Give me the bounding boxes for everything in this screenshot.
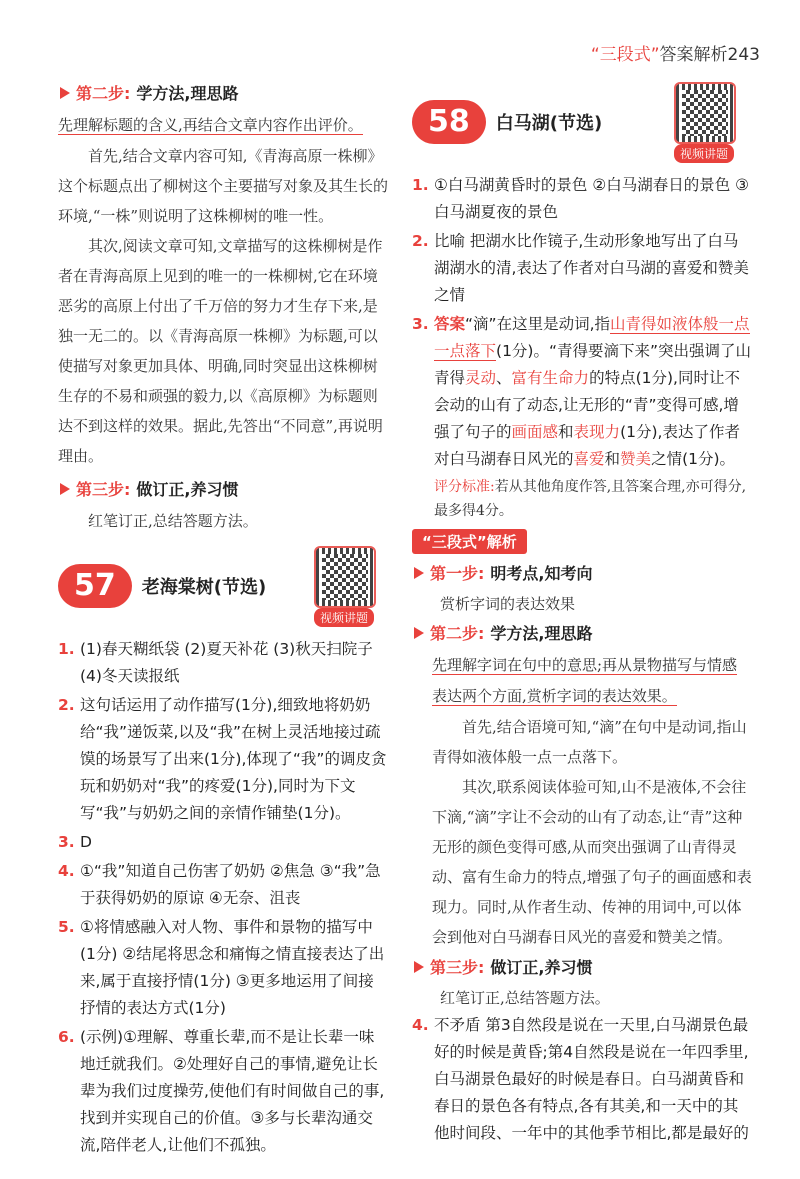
answer-item: 2. 比喻 把湖水比作镜子,生动形象地写出了白马湖湖水的清,表达了作者对白马湖的喜爱和赞美之情 [412, 232, 749, 304]
answer-item: 6. (示例)①理解、尊重长辈,而不是让长辈一味地迁就我们。②处理好自己的事情,避免让长辈为我们过度操劳,使他们有时间做自己的事,找到并实现自己的价值。③多与长辈沟通交流,陪伴老人,让他们不孤独。 [58, 1028, 385, 1154]
section-title: 白马湖(节选) [495, 113, 603, 134]
qr-code-icon[interactable] [674, 82, 736, 144]
scoring-note: 评分标准:若从其他角度作答,且答案合理,亦可得分,最多得4分。 [434, 479, 747, 519]
arrow-icon [60, 483, 70, 495]
answer-item: 5. ①将情感融入对人物、事件和景物的描写中(1分) ②结尾将思念和痛悔之情直接表达了出来,属于直接抒情(1分) ③更多地运用了间接抒情的表达方式(1分) [58, 918, 385, 1017]
answer-item: 4. 不矛盾 第3自然段是说在一天里,白马湖景色最好的时候是黄昏;第4自然段是说在一年四季里,白马湖景色最好的时候是春日。白马湖黄昏和春日的景色各有特点,各有其美,和一天中的其他时间段、一年中的其他季节相比,都是最好的 [412, 1016, 749, 1142]
answer-item: 4. ①“我”知道自己伤害了奶奶 ②焦急 ③“我”急于获得奶奶的原谅 ④无奈、沮丧 [58, 862, 381, 907]
arrow-icon [414, 627, 424, 639]
page-header [591, 40, 760, 65]
answer-item: 3. 答案“滴”在这里是动词,指山青得如液体般一点一点落下(1分)。“青得要滴下来”突出强调了山青得灵动、富有生命力的特点(1分),同时让不会动的山有了动态,让无形的“青”变得可感,增强了句子的画面感和表现力(1分),表达了作者对白马湖春日风光的喜爱和赞美之情(1分)。 [412, 315, 752, 468]
analysis-paragraph: 首先,结合语境可知,“滴”在句中是动词,指山青得如液体般一点一点落下。 [432, 718, 747, 766]
arrow-icon [60, 87, 70, 99]
answer-item: 2. 这句话运用了动作描写(1分),细致地将奶奶给“我”递饭菜,以及“我”在树上灵活地接过疏馍的场景写了出来(1分),体现了“我”的调皮贪玩和奶奶对“我”的疼爱(1分),同时为下文写“我”与奶奶之间的亲情作铺垫(1分)。 [58, 696, 387, 822]
answer-item: 1. ①白马湖黄昏时的景色 ②白马湖春日的景色 ③白马湖夏夜的景色 [412, 176, 750, 221]
section-57-header [58, 546, 388, 626]
video-lecture-label: 视频讲题 [674, 144, 734, 163]
section-number: 57 [58, 564, 132, 608]
section-title: 老海棠树(节选) [141, 577, 267, 598]
step2-heading: 第二步: 学方法,理思路 [58, 81, 388, 104]
step3-text: 红笔订正,总结答题方法。 [88, 512, 258, 530]
header-page: 答案解析243 [659, 45, 760, 65]
left-column [58, 78, 388, 1161]
header-tag: “三段式” [590, 45, 660, 65]
section-58-header [412, 82, 752, 162]
right-column [412, 78, 752, 1149]
step2-heading: 第二步: 学方法,理思路 [412, 621, 752, 644]
analysis-paragraph: 首先,结合文章内容可知,《青海高原一株柳》这个标题点出了柳树这个主要描写对象及其生长的环境,“一株”则说明了这株柳树的唯一性。 [58, 147, 389, 225]
analysis-paragraph: 其次,阅读文章可知,文章描写的这株柳树是作者在青海高原上见到的唯一的一株柳树,它在环境恶劣的高原上付出了千万倍的努力才生存下来,是独一无二的。以《青海高原一株柳》为标题,可以使描写对象更加具体、明确,同时突显出这株柳树生存的不易和顽强的毅力,以《高原柳》为标题则达不到这样的效果。据此,先答出“不同意”,再说明理由。 [58, 237, 383, 465]
arrow-icon [414, 961, 424, 973]
step1-text: 赏析字词的表达效果 [440, 595, 576, 613]
step1-heading: 第一步: 明考点,知考向 [412, 561, 752, 584]
three-step-badge: “三段式”解析 [412, 529, 527, 554]
video-lecture-label: 视频讲题 [314, 608, 374, 627]
answer-item: 1. (1)春天糊纸袋 (2)夏天补花 (3)秋天扫院子 (4)冬天读报纸 [58, 640, 373, 685]
step2-method: 先理解标题的含义,再结合文章内容作出评价。 [58, 116, 363, 134]
arrow-icon [414, 567, 424, 579]
step2-method: 先理解字词在句中的意思;再从景物描写与情感表达两个方面,赏析字词的表达效果。 [432, 656, 738, 705]
qr-code-icon[interactable] [314, 546, 376, 608]
section-number: 58 [412, 100, 486, 144]
analysis-paragraph: 其次,联系阅读体验可知,山不是液体,不会往下滴,“滴”字让不会动的山有了动态,让“青”这种无形的颜色变得可感,从而突出强调了山青得灵动、富有生命力的特点,增强了句子的画面感和表现力。同时,从作者生动、传神的用词中,可以体会到他对白马湖春日风光的喜爱和赞美之情。 [432, 778, 752, 946]
answer-item: 3. D [58, 833, 92, 851]
step3-heading: 第三步: 做订正,养习惯 [412, 955, 752, 978]
step3-text: 红笔订正,总结答题方法。 [440, 989, 610, 1007]
step3-heading: 第三步: 做订正,养习惯 [58, 477, 388, 500]
